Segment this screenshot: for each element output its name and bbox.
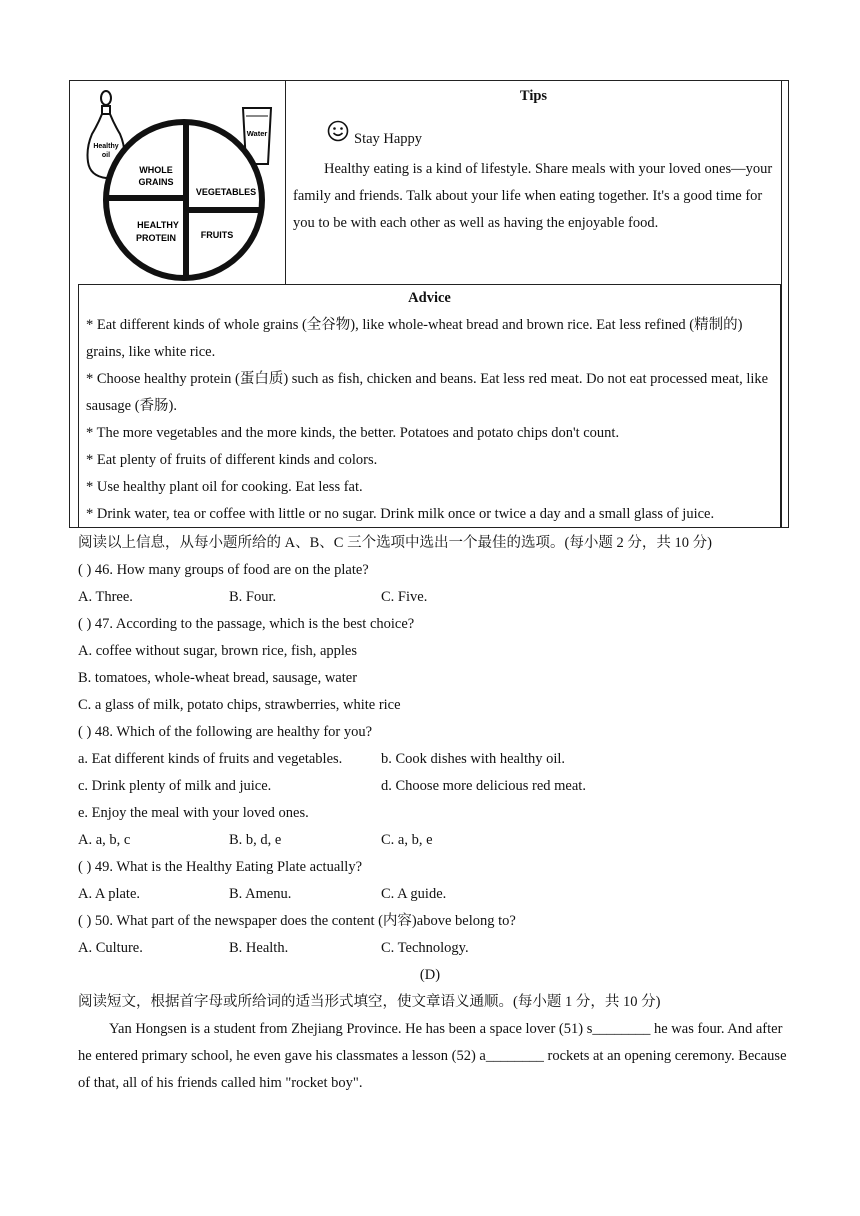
plate-section-grains: WHOLE xyxy=(139,165,173,175)
advice-item: * Drink water, tea or coffee with little or no sugar. Drink milk once or twice a day and a small glass of juice. xyxy=(86,506,715,522)
advice-title: Advice xyxy=(408,290,451,306)
statement-c: c. Drink plenty of milk and juice. xyxy=(78,778,272,794)
water-label: Water xyxy=(246,129,268,138)
option-b[interactable]: B. Amenu. xyxy=(229,886,292,902)
advice-item: * Eat different kinds of whole grains (全谷物), like whole-wheat bread and brown rice. Eat less refined (精制的) grains, like white rice. xyxy=(86,317,743,360)
instructions-d: 阅读短文，根据首字母或所给词的适当形式填空，使文章语义通顺。(每小题 1 分，共 10 分) xyxy=(78,994,661,1010)
option-c[interactable]: C. A guide. xyxy=(381,886,447,902)
passage-text: Yan Hongsen is a student from Zhejiang Province. He has been a space lover (51) s________ he was four. And after he entered primary school, he even gave his classmates a lesson (52) a________ rockets at an opening ceremony. Because of that, all of his friends called him "rocket boy". xyxy=(78,1021,787,1091)
option-b[interactable]: B. Health. xyxy=(229,940,289,956)
plate-section-fruits: FRUITS xyxy=(200,230,234,240)
oil-label-line1: Healthy xyxy=(93,143,119,150)
option-b[interactable]: B. b, d, e xyxy=(229,832,282,848)
smiley-icon xyxy=(327,120,349,142)
advice-item: * Eat plenty of fruits of different kinds and colors. xyxy=(86,452,378,468)
advice-item: * Choose healthy protein (蛋白质) such as fish, chicken and beans. Eat less red meat. Do not eat processed meat, like sausage (香肠). xyxy=(86,371,769,414)
advice-list xyxy=(86,312,778,528)
option-b[interactable]: B. tomatoes, whole-wheat bread, sausage, water xyxy=(78,670,358,686)
section-d-heading: (D) xyxy=(419,967,441,983)
option-c[interactable]: C. a glass of milk, potato chips, strawberries, white rice xyxy=(78,697,401,713)
healthy-eating-plate-illustration xyxy=(86,86,282,281)
plate-section-vegetables: VEGETABLES xyxy=(195,187,257,197)
question-49-stem: ( ) 49. What is the Healthy Eating Plate actually? xyxy=(78,859,363,875)
tips-title: Tips xyxy=(519,88,548,104)
advice-item: * Use healthy plant oil for cooking. Eat less fat. xyxy=(86,479,363,495)
option-a[interactable]: A. Three. xyxy=(78,589,133,605)
option-c[interactable]: C. a, b, e xyxy=(381,832,433,848)
option-b[interactable]: B. Four. xyxy=(229,589,277,605)
tips-text: Healthy eating is a kind of lifestyle. Share meals with your loved ones—your family and friends. Talk about your life when eating together. It's a good time for you to be with each other as well as having the enjoyable food. xyxy=(293,161,773,231)
advice-item: * The more vegetables and the more kinds, the better. Potatoes and potato chips don't count. xyxy=(86,425,620,441)
instructions-c: 阅读以上信息，从每小题所给的 A、B、C 三个选项中选出一个最佳的选项。(每小题 2 分，共 10 分) xyxy=(78,535,712,551)
question-48-stem: ( ) 48. Which of the following are healthy for you? xyxy=(78,724,373,740)
tips-heading: Stay Happy xyxy=(354,131,423,147)
option-a[interactable]: A. Culture. xyxy=(78,940,143,956)
plate-section-grains-2: GRAINS xyxy=(138,177,174,187)
statement-d: d. Choose more delicious red meat. xyxy=(381,778,586,794)
option-a[interactable]: A. coffee without sugar, brown rice, fish, apples xyxy=(78,643,358,659)
question-50-stem: ( ) 50. What part of the newspaper does the content (内容)above belong to? xyxy=(78,913,516,929)
plate-section-protein: HEALTHY xyxy=(137,220,179,230)
plate-section-protein-2: PROTEIN xyxy=(135,233,177,243)
oil-label-line2: oil xyxy=(101,152,111,159)
option-c[interactable]: C. Technology. xyxy=(381,940,469,956)
statement-e: e. Enjoy the meal with your loved ones. xyxy=(78,805,309,821)
table-right-border xyxy=(781,80,782,528)
option-a[interactable]: A. A plate. xyxy=(78,886,141,902)
question-46-stem: ( ) 46. How many groups of food are on the plate? xyxy=(78,562,369,578)
question-47-stem: ( ) 47. According to the passage, which is the best choice? xyxy=(78,616,415,632)
option-a[interactable]: A. a, b, c xyxy=(78,832,131,848)
option-c[interactable]: C. Five. xyxy=(381,589,428,605)
statement-b: b. Cook dishes with healthy oil. xyxy=(381,751,566,767)
table-divider xyxy=(285,80,286,285)
statement-a: a. Eat different kinds of fruits and vegetables. xyxy=(78,751,343,767)
